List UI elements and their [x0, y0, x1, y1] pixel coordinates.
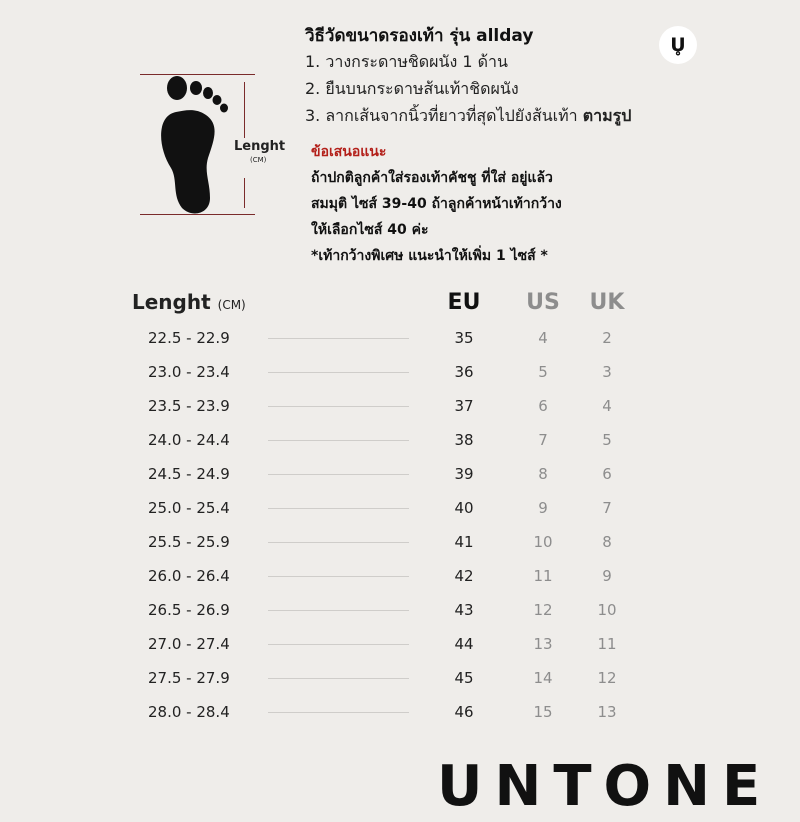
table-row — [0, 601, 800, 635]
eu-cell: 43 — [454, 601, 474, 619]
table-row — [0, 397, 800, 431]
length-column-header — [132, 290, 246, 314]
uk-cell: 11 — [597, 635, 617, 653]
eu-cell: 37 — [454, 397, 474, 415]
us-cell: 4 — [538, 329, 548, 347]
uk-cell: 13 — [597, 703, 617, 721]
advice-line-4: *เท้ากว้างพิเศษ แนะนำให้เพิ่ม 1 ไซส์ * — [311, 248, 548, 264]
eu-cell: 45 — [454, 669, 474, 687]
table-row — [0, 533, 800, 567]
eu-cell: 44 — [454, 635, 474, 653]
row-divider — [268, 610, 409, 611]
us-cell: 9 — [538, 499, 548, 517]
instruction-step-1: 1. วางกระดาษชิดผนัง 1 ด้าน — [305, 52, 508, 71]
us-cell: 8 — [538, 465, 548, 483]
table-row — [0, 431, 800, 465]
length-cell: 23.0 - 23.4 — [148, 363, 230, 381]
uk-cell: 12 — [597, 669, 617, 687]
instructions-title: วิธีวัดขนาดรองเท้า รุ่น allday — [305, 26, 534, 46]
advice-line-1: ถ้าปกติลูกค้าใส่รองเท้าคัชชู ที่ใส่ อยู่แล้ว — [311, 170, 553, 186]
uk-cell: 8 — [602, 533, 612, 551]
length-cell: 27.0 - 27.4 — [148, 635, 230, 653]
table-row — [0, 635, 800, 669]
eu-cell: 46 — [454, 703, 474, 721]
eu-cell: 40 — [454, 499, 474, 517]
uk-cell: 5 — [602, 431, 612, 449]
row-divider — [268, 474, 409, 475]
length-cell: 28.0 - 28.4 — [148, 703, 230, 721]
eu-cell: 38 — [454, 431, 474, 449]
length-cell: 24.5 - 24.9 — [148, 465, 230, 483]
length-cell: 22.5 - 22.9 — [148, 329, 230, 347]
table-row — [0, 567, 800, 601]
row-divider — [268, 712, 409, 713]
length-cell: 26.0 - 26.4 — [148, 567, 230, 585]
uk-cell: 7 — [602, 499, 612, 517]
table-row — [0, 465, 800, 499]
table-row — [0, 363, 800, 397]
row-divider — [268, 678, 409, 679]
advice-line-2: สมมุติ ไซส์ 39-40 ถ้าลูกค้าหน้าเท้ากว้าง — [311, 196, 562, 212]
instruction-step-3-text: 3. ลากเส้นจากนิ้วที่ยาวที่สุดไปยังส้นเท้า — [305, 106, 578, 125]
us-cell: 10 — [533, 533, 553, 551]
uk-column-header: UK — [589, 290, 625, 315]
us-cell: 6 — [538, 397, 548, 415]
uk-cell: 2 — [602, 329, 612, 347]
footprint-icon — [146, 70, 246, 220]
row-divider — [268, 338, 409, 339]
uk-cell: 10 — [597, 601, 617, 619]
length-cell: 23.5 - 23.9 — [148, 397, 230, 415]
advice-line-3: ให้เลือกไซส์ 40 ค่ะ — [311, 222, 429, 238]
length-cell: 25.5 - 25.9 — [148, 533, 230, 551]
row-divider — [268, 542, 409, 543]
length-cell: 26.5 - 26.9 — [148, 601, 230, 619]
eu-column-header: EU — [447, 290, 481, 315]
eu-cell: 35 — [454, 329, 474, 347]
us-cell: 5 — [538, 363, 548, 381]
eu-cell: 41 — [454, 533, 474, 551]
row-divider — [268, 508, 409, 509]
length-cell: 24.0 - 24.4 — [148, 431, 230, 449]
us-cell: 14 — [533, 669, 553, 687]
table-row — [0, 669, 800, 703]
brand-wordmark: UNTONE — [437, 754, 773, 819]
length-label: Lenght — [234, 139, 286, 154]
us-cell: 12 — [533, 601, 553, 619]
length-header-unit: (CM) — [217, 298, 246, 312]
length-cell: 27.5 - 27.9 — [148, 669, 230, 687]
length-cell: 25.0 - 25.4 — [148, 499, 230, 517]
table-row — [0, 499, 800, 533]
us-cell: 11 — [533, 567, 553, 585]
instruction-step-2: 2. ยืนบนกระดาษส้นเท้าชิดผนัง — [305, 79, 519, 98]
uk-cell: 3 — [602, 363, 612, 381]
row-divider — [268, 440, 409, 441]
eu-cell: 42 — [454, 567, 474, 585]
us-column-header: US — [526, 290, 560, 315]
length-header-label: Lenght — [132, 290, 211, 314]
row-divider — [268, 406, 409, 407]
row-divider — [268, 372, 409, 373]
us-cell: 15 — [533, 703, 553, 721]
row-divider — [268, 644, 409, 645]
row-divider — [268, 576, 409, 577]
uk-cell: 9 — [602, 567, 612, 585]
length-unit: (CM) — [250, 156, 267, 164]
us-cell: 7 — [538, 431, 548, 449]
uk-cell: 4 — [602, 397, 612, 415]
brand-logo-icon: U̥ — [659, 26, 697, 64]
instruction-step-3-bold: ตามรูป — [582, 106, 632, 125]
instruction-step-3 — [305, 104, 631, 129]
table-row — [0, 329, 800, 363]
us-cell: 13 — [533, 635, 553, 653]
eu-cell: 39 — [454, 465, 474, 483]
eu-cell: 36 — [454, 363, 474, 381]
uk-cell: 6 — [602, 465, 612, 483]
table-row — [0, 703, 800, 737]
advice-title: ข้อเสนอแนะ — [311, 144, 387, 160]
